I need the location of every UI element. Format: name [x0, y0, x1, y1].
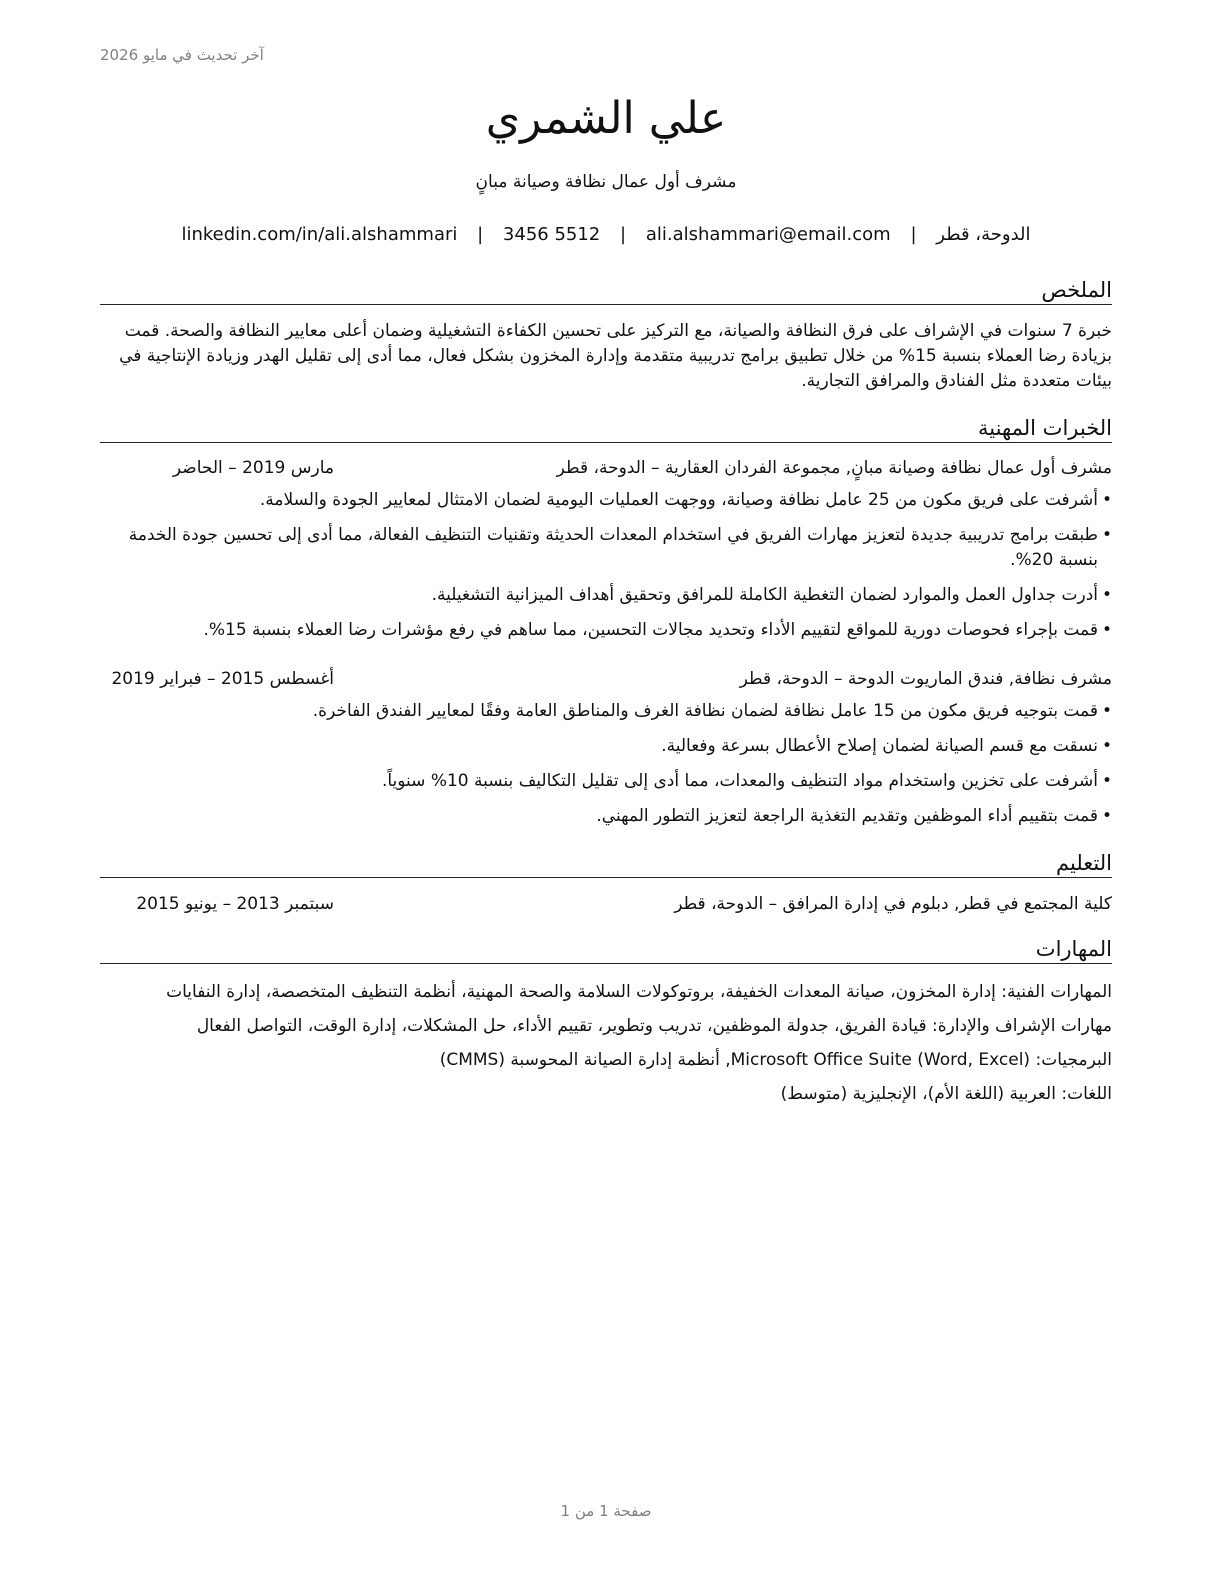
education-heading: التعليم — [100, 849, 1112, 878]
list-item: • أشرفت على فريق مكون من 25 عامل نظافة وصيانة، ووجهت العمليات اليومية لضمان الامتثال لمعايير الجودة والسلامة. — [100, 488, 1112, 513]
education-dates: سبتمبر 2013 – يونيو 2015 — [136, 894, 334, 914]
job-bullets — [100, 699, 1112, 839]
job-dates: مارس 2019 – الحاضر — [172, 458, 334, 478]
last-updated-note: آخر تحديث في مايو 2026 — [100, 46, 264, 64]
contact-line — [100, 224, 1112, 245]
contact-phone: 3456 5512 — [502, 224, 601, 245]
summary-text: خبرة 7 سنوات في الإشراف على فرق النظافة والصيانة، مع التركيز على تحسين الكفاءة التشغيلية وضمان أعلى معايير النظافة والصحة. قمت بزيادة رضا العملاء بنسبة 15% من خلال تطبيق برامج تدريبية متقدمة وإدارة المخزون بشكل فعال، مما أدى إلى تقليل الهدر وزيادة الإنتاجية في بيئات متعددة مثل الفنادق والمرافق التجارية. — [119, 321, 1112, 391]
skills-list — [100, 980, 1112, 1116]
education-institution: كلية المجتمع في قطر, دبلوم في إدارة المرافق – الدوحة، قطر — [674, 894, 1112, 914]
skills-heading: المهارات — [100, 935, 1112, 964]
experience-heading: الخبرات المهنية — [100, 414, 1112, 443]
list-item: • أشرفت على تخزين واستخدام مواد التنظيف والمعدات، مما أدى إلى تقليل التكاليف بنسبة 10% سنوياً. — [100, 769, 1112, 794]
job-header — [100, 458, 1112, 484]
list-item: • قمت بتوجيه فريق مكون من 15 عامل نظافة لضمان نظافة الغرف والمناطق العامة وفقًا لمعايير الفندق الفاخرة. — [100, 699, 1112, 724]
skills-line: مهارات الإشراف والإدارة: قيادة الفريق، جدولة الموظفين، تدريب وتطوير، تقييم الأداء، حل المشكلات، إدارة الوقت، التواصل الفعال — [196, 1016, 1112, 1036]
resume-page — [100, 0, 1112, 1584]
list-item: • قمت بإجراء فحوصات دورية للمواقع لتقييم الأداء وتحديد مجالات التحسين، مما ساهم في رفع مؤشرات رضا العملاء بنسبة 15%. — [100, 618, 1112, 643]
job-header — [100, 669, 1112, 695]
skills-line: اللغات: العربية (اللغة الأم)، الإنجليزية (متوسط) — [780, 1084, 1112, 1104]
education-entry — [100, 894, 1112, 920]
list-item: • نسقت مع قسم الصيانة لضمان إصلاح الأعطال بسرعة وفعالية. — [100, 734, 1112, 759]
skills-line: المهارات الفنية: إدارة المخزون، صيانة المعدات الخفيفة، بروتوكولات السلامة والصحة المهنية، أنظمة التنظيف المتخصصة، إدارة النفايات — [166, 982, 1112, 1002]
job-title: مشرف أول عمال نظافة وصيانة مبانٍ — [475, 172, 737, 192]
list-item: • قمت بتقييم أداء الموظفين وتقديم التغذية الراجعة لتعزيز التطور المهني. — [100, 804, 1112, 829]
contact-linkedin[interactable]: linkedin.com/in/ali.alshammari — [181, 224, 458, 245]
list-item: • أدرت جداول العمل والموارد لضمان التغطية الكاملة للمرافق وتحقيق أهداف الميزانية التشغيلية. — [100, 583, 1112, 608]
job-bullets — [100, 488, 1112, 653]
contact-separator: | — [477, 224, 484, 245]
contact-location: الدوحة، قطر — [936, 224, 1031, 245]
candidate-name: علي الشمري — [485, 93, 727, 144]
skills-line: البرمجيات: Microsoft Office Suite (Word, Excel), أنظمة إدارة الصيانة المحوسبة (CMMS) — [439, 1050, 1112, 1070]
job-org-line: مشرف نظافة, فندق الماريوت الدوحة – الدوحة، قطر — [739, 669, 1112, 689]
job-org-line: مشرف أول عمال نظافة وصيانة مبانٍ, مجموعة الفردان العقارية – الدوحة، قطر — [556, 458, 1112, 478]
contact-email[interactable]: ali.alshammari@email.com — [645, 224, 891, 245]
page-number: صفحة 1 من 1 — [560, 1502, 652, 1520]
summary-heading: الملخص — [100, 276, 1112, 305]
contact-separator: | — [910, 224, 917, 245]
job-dates: أغسطس 2015 – فبراير 2019 — [111, 669, 334, 689]
list-item: • طبقت برامج تدريبية جديدة لتعزيز مهارات الفريق في استخدام المعدات الحديثة وتقنيات التنظيف الفعالة، مما أدى إلى تحسين جودة الخدمة بنسبة 20%. — [100, 523, 1112, 573]
contact-separator: | — [620, 224, 627, 245]
